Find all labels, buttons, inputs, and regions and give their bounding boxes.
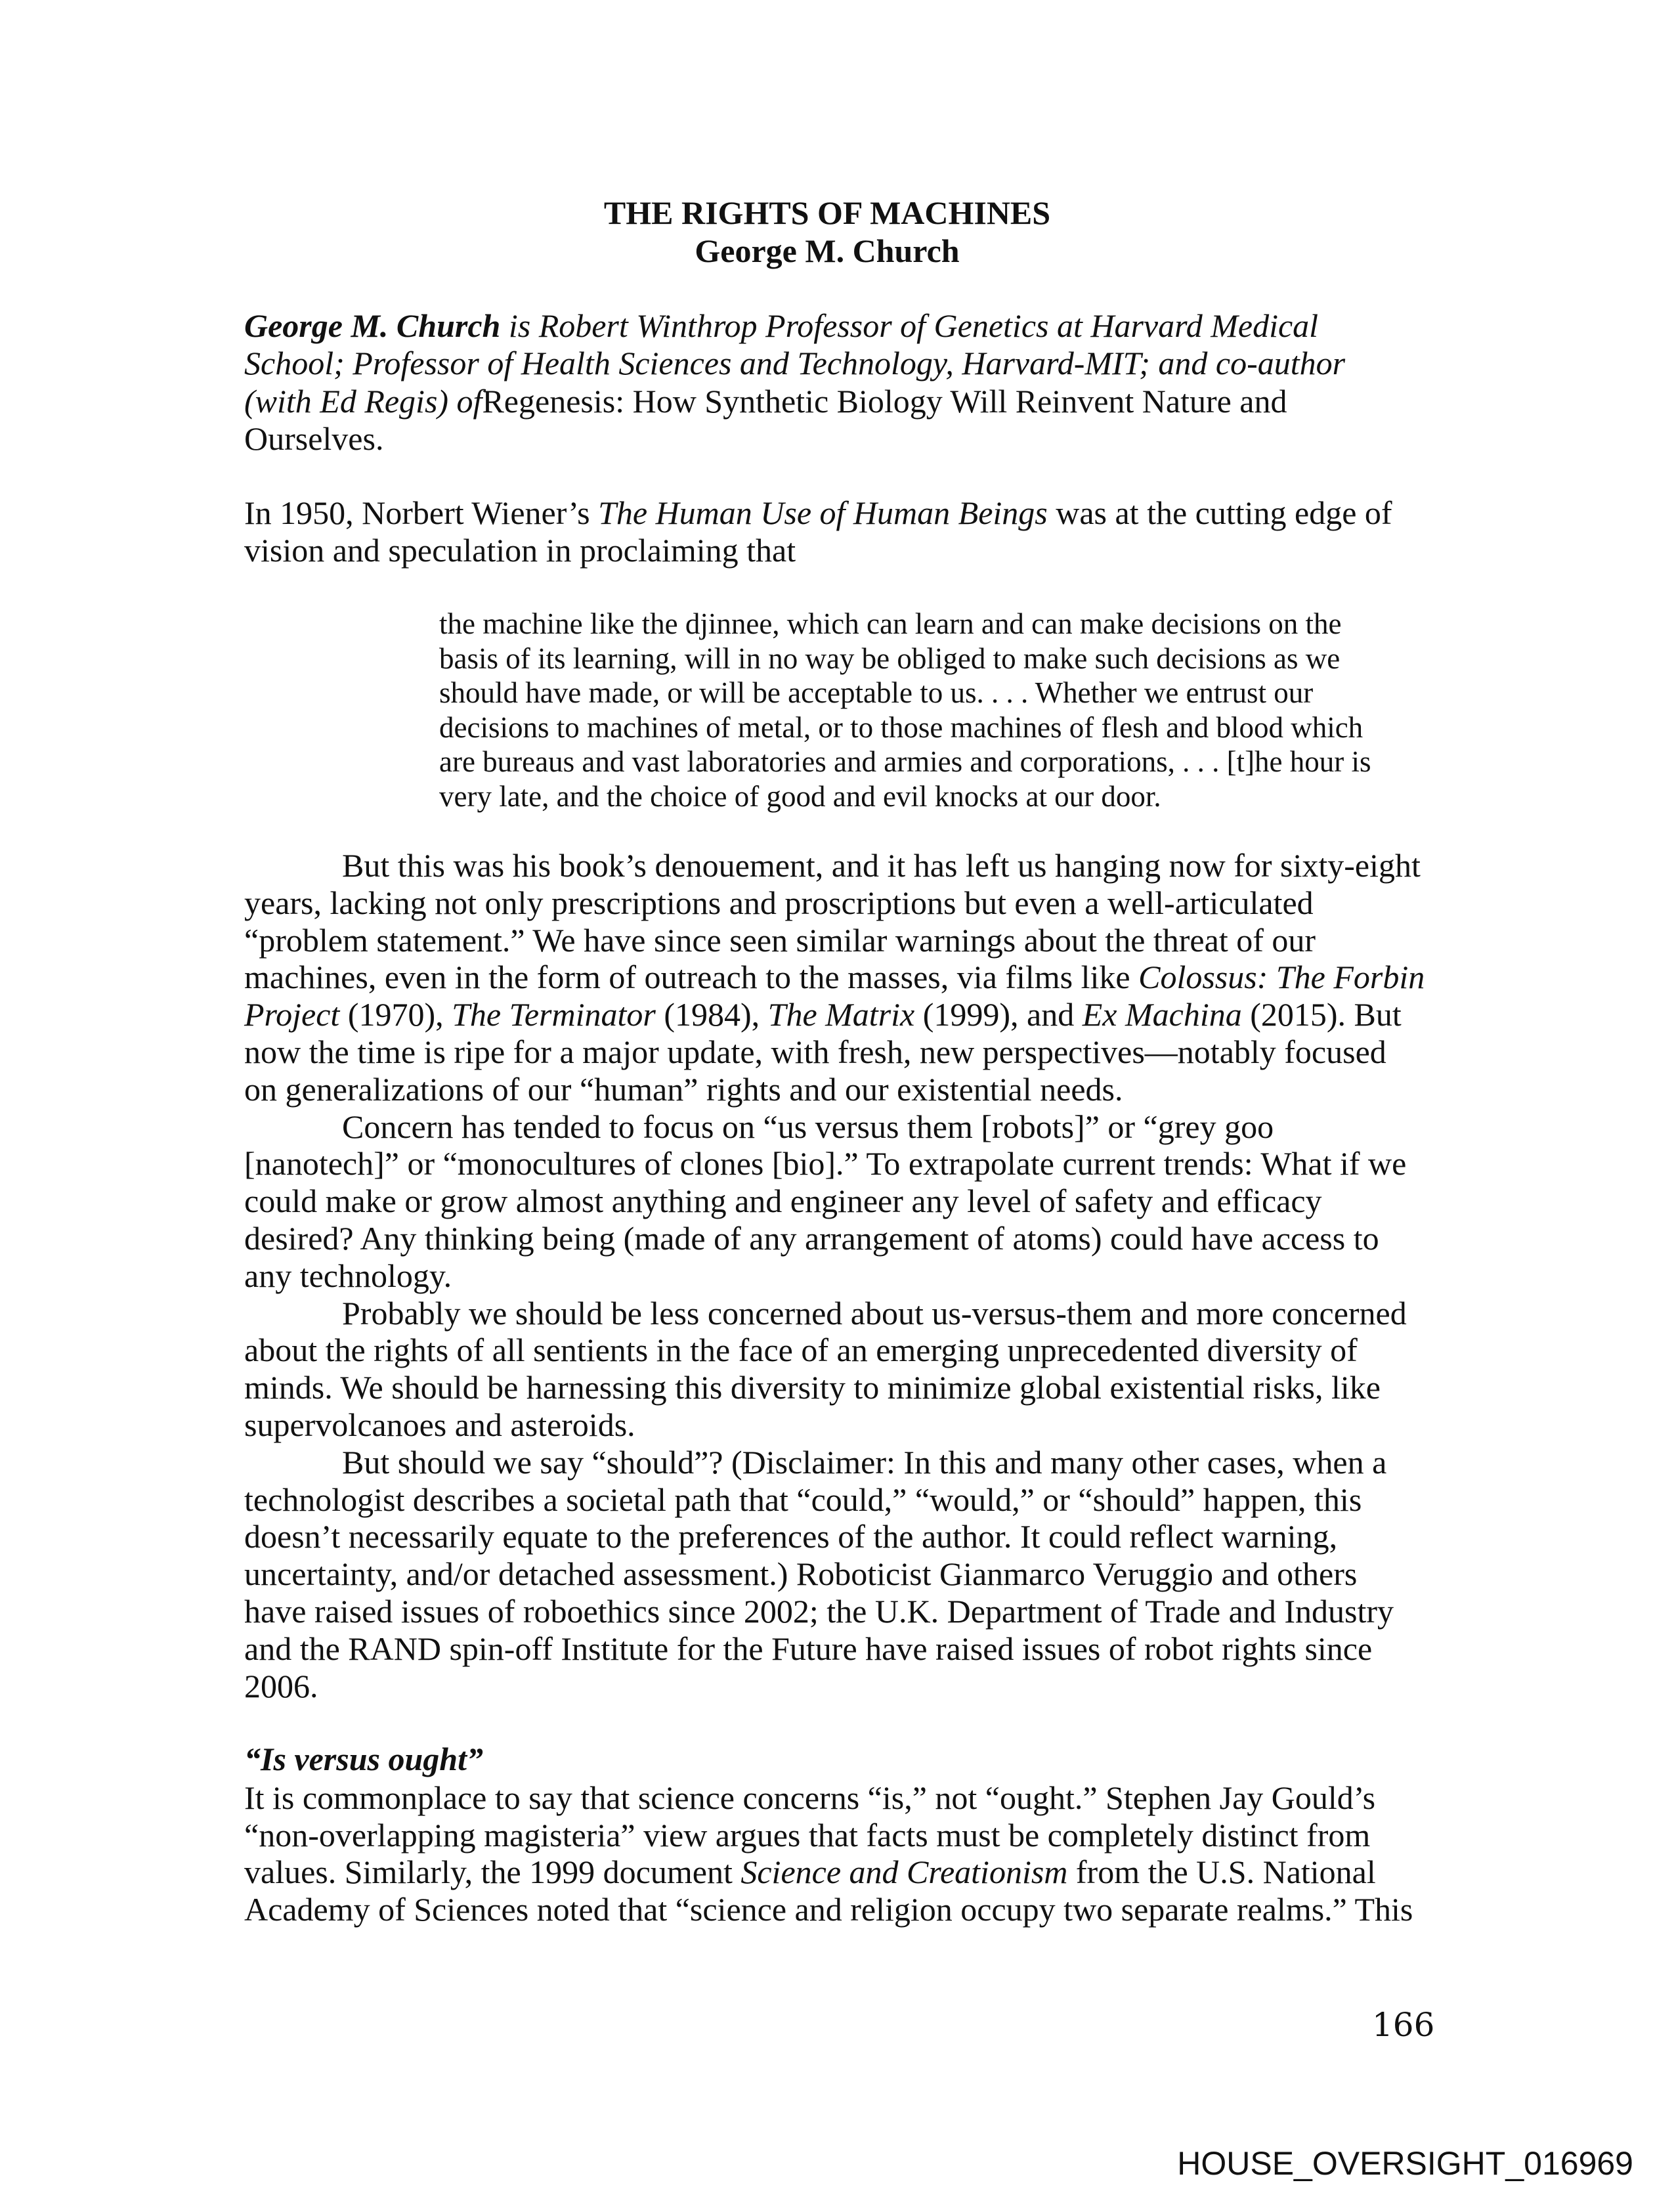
bates-stamp: HOUSE_OVERSIGHT_016969 [1177, 2145, 1633, 2182]
text-run: basis of its learning, will in no way be obliged to make such decisions as we [439, 641, 1341, 675]
text-line [244, 1891, 1413, 1928]
text-run: decisions to machines of metal, or to those machines of flesh and blood which [439, 710, 1363, 744]
text-run: (1999), and [914, 996, 1083, 1033]
text-line [244, 1854, 1413, 1891]
text-run: Ourselves. [244, 420, 384, 457]
text-line [439, 676, 1371, 710]
text-line [244, 1444, 1425, 1481]
text-run: are bureaus and vast laboratories and armies and corporations, . . . [t]he hour is [439, 745, 1371, 778]
text-run: “non-overlapping magisteria” view argues that facts must be completely distinct from [244, 1816, 1371, 1854]
text-run: very late, and the choice of good and evil knocks at our door. [439, 779, 1161, 813]
text-line [244, 345, 1345, 382]
article-author: George M. Church [695, 232, 960, 269]
text-run: Concern has tended to focus on “us versus them [robots]” or “grey goo [342, 1108, 1274, 1145]
text-line [439, 641, 1371, 676]
emphasized-text: Project [244, 996, 340, 1033]
emphasized-text: Science and Creationism [740, 1854, 1068, 1891]
text-line [244, 383, 1345, 420]
text-run: Probably we should be less concerned about us-versus-them and more concerned [342, 1294, 1407, 1332]
section-heading: “Is versus ought” [244, 1741, 483, 1777]
article-title: THE RIGHTS OF MACHINES [603, 194, 1051, 231]
emphasized-text: is Robert Winthrop Professor of Genetics at Harvard Medical [500, 307, 1319, 344]
text-run: should have made, or will be acceptable to us. . . . Whether we entrust our [439, 676, 1314, 709]
emphasized-text: The Human Use of Human Beings [598, 494, 1048, 531]
text-run: supervolcanoes and asteroids. [244, 1406, 635, 1443]
text-run: any technology. [244, 1257, 452, 1294]
text-line [244, 1257, 1425, 1295]
text-line [439, 779, 1371, 814]
text-line [244, 847, 1425, 884]
text-line [244, 1182, 1425, 1220]
text-run: minds. We should be harnessing this diversity to minimize global existential risks, like [244, 1369, 1381, 1406]
text-run: vision and speculation in proclaiming that [244, 532, 796, 569]
text-line [244, 420, 1345, 458]
text-line [439, 607, 1371, 641]
text-line [244, 1369, 1425, 1406]
text-run: uncertainty, and/or detached assessment.) Roboticist Gianmarco Veruggio and others [244, 1555, 1358, 1593]
text-run: was at the cutting edge of [1047, 494, 1392, 531]
text-run: In 1950, Norbert Wiener’s [244, 494, 599, 531]
text-line [244, 1668, 1425, 1705]
text-run: from the U.S. National [1067, 1854, 1376, 1891]
intro-paragraph [244, 494, 1392, 569]
text-line [244, 1071, 1425, 1108]
text-line [439, 745, 1371, 779]
text-line [244, 1145, 1425, 1182]
text-run: the machine like the djinnee, which can learn and can make decisions on the [439, 607, 1342, 640]
text-line [244, 1406, 1425, 1444]
text-line [244, 996, 1425, 1033]
text-run: (2015). But [1241, 996, 1402, 1033]
text-line [244, 1332, 1425, 1369]
text-run: desired? Any thinking being (made of any arrangement of atoms) could have access to [244, 1219, 1379, 1257]
text-line [244, 532, 1392, 569]
emphasized-text: The Matrix [767, 996, 915, 1033]
text-run: [nanotech]” or “monocultures of clones [bio].” To extrapolate current trends: What if we [244, 1145, 1407, 1182]
text-run: could make or grow almost anything and engineer any level of safety and efficacy [244, 1182, 1322, 1220]
text-run: now the time is ripe for a major update, with fresh, new perspectives—notably focused [244, 1033, 1386, 1070]
text-run: “problem statement.” We have since seen similar warnings about the threat of our [244, 921, 1316, 959]
text-line [244, 1295, 1425, 1332]
emphasized-text: Ex Machina [1082, 996, 1242, 1033]
page-number: 166 [1372, 2006, 1435, 2044]
text-run: values. Similarly, the 1999 document [244, 1854, 741, 1891]
text-line [244, 1630, 1425, 1668]
text-line [244, 922, 1425, 959]
text-run: years, lacking not only prescriptions and proscriptions but even a well-articulated [244, 884, 1314, 921]
text-run: (1984), [655, 996, 768, 1033]
text-line [244, 1555, 1425, 1593]
text-line [244, 959, 1425, 996]
text-run: It is commonplace to say that science concerns “is,” not “ought.” Stephen Jay Gould’s [244, 1779, 1376, 1816]
text-run: and the RAND spin-off Institute for the Future have raised issues of robot rights since [244, 1630, 1373, 1667]
block-quote [439, 607, 1371, 813]
text-line [244, 1108, 1425, 1146]
body-text [244, 847, 1425, 1704]
text-line [244, 1220, 1425, 1257]
emphasized-text: The Terminator [452, 996, 656, 1033]
emphasized-text: George M. Church [244, 307, 501, 344]
text-run: on generalizations of our “human” rights and our existential needs. [244, 1070, 1123, 1108]
text-run: But should we say “should”? (Disclaimer: In this and many other cases, when a [342, 1443, 1387, 1481]
text-line [244, 1593, 1425, 1630]
text-line [439, 710, 1371, 745]
article-header [0, 194, 1654, 270]
text-run: Academy of Sciences noted that “science and religion occupy two separate realms.” This [244, 1891, 1413, 1928]
text-run: 2006. [244, 1667, 318, 1704]
text-run: machines, even in the form of outreach to the masses, via films like [244, 959, 1139, 996]
text-run: (1970), [339, 996, 452, 1033]
section-body [244, 1779, 1413, 1928]
text-line [244, 1033, 1425, 1071]
text-line [244, 494, 1392, 532]
text-line [244, 1518, 1425, 1555]
text-line [244, 307, 1345, 345]
author-bio [244, 307, 1345, 458]
text-run: doesn’t necessarily equate to the preferences of the author. It could reflect warning, [244, 1518, 1338, 1555]
text-run: But this was his book’s denouement, and it has left us hanging now for sixty-eight [342, 847, 1421, 884]
text-line [244, 1817, 1413, 1854]
text-line [244, 1481, 1425, 1519]
emphasized-text: School; Professor of Health Sciences and Technology, Harvard-MIT; and co-author [244, 345, 1346, 382]
text-run: technologist describes a societal path that “could,” “would,” or “should” happen, this [244, 1481, 1362, 1518]
text-run: Regenesis: How Synthetic Biology Will Reinvent Nature and [482, 382, 1287, 420]
emphasized-text: Colossus: The Forbin [1138, 959, 1425, 996]
emphasized-text: (with Ed Regis) of [244, 382, 483, 420]
text-run: about the rights of all sentients in the face of an emerging unprecedented diversity of [244, 1332, 1358, 1369]
text-line [244, 1779, 1413, 1817]
text-line [244, 884, 1425, 922]
text-run: have raised issues of roboethics since 2002; the U.K. Department of Trade and Industry [244, 1592, 1394, 1630]
